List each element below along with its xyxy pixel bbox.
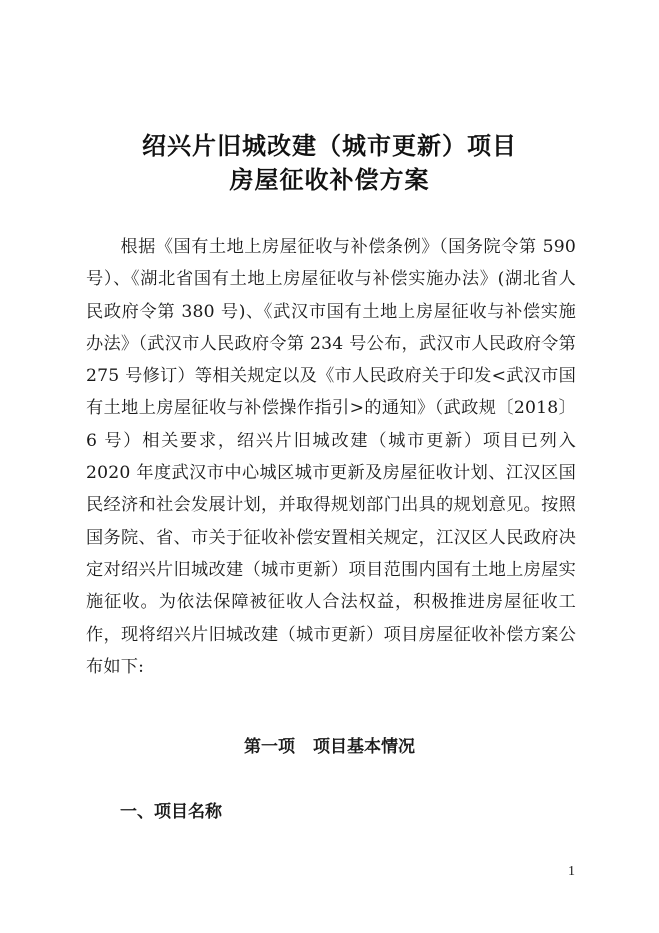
section-number: 第一项 xyxy=(244,737,295,757)
intro-paragraph: 根据《国有土地上房屋征收与补偿条例》（国务院令第 590 号）、《湖北省国有土地上房屋征收与补偿实施办法》(湖北省人民政府令第 380 号)、《武汉市国有土地上房屋征收与补偿实施办法》（武汉市人民政府令第 234 号公布，武汉市人民政府令第 275 号修订）等相关规定以及《市人民政府关于印发<武汉市国有土地上房屋征收与补偿操作指引>的通知》（武政规〔2018〕6 号）相关要求，绍兴片旧城改建（城市更新）项目已列入 2020 年度武汉市中心城区城市更新及房屋征收计划、江汉区国民经济和社会发展计划，并取得规划部门出具的规划意见。按照国务院、省、市关于征收补偿安置相关规定，江汉区人民政府决定对绍兴片旧城改建（城市更新）项目范围内国有土地上房屋实施征收。为依法保障被征收人合法权益，积极推进房屋征收工作，现将绍兴片旧城改建（城市更新）项目房屋征收补偿方案公布如下: xyxy=(86,237,576,677)
document-title-line-1: 绍兴片旧城改建（城市更新）项目 xyxy=(142,132,517,160)
document-title-line-2: 房屋征收补偿方案 xyxy=(229,166,430,194)
section-title: 项目基本情况 xyxy=(313,737,415,757)
page-number: 1 xyxy=(568,864,575,879)
subsection-heading: 一、项目名称 xyxy=(120,802,222,822)
section-heading xyxy=(0,732,659,757)
